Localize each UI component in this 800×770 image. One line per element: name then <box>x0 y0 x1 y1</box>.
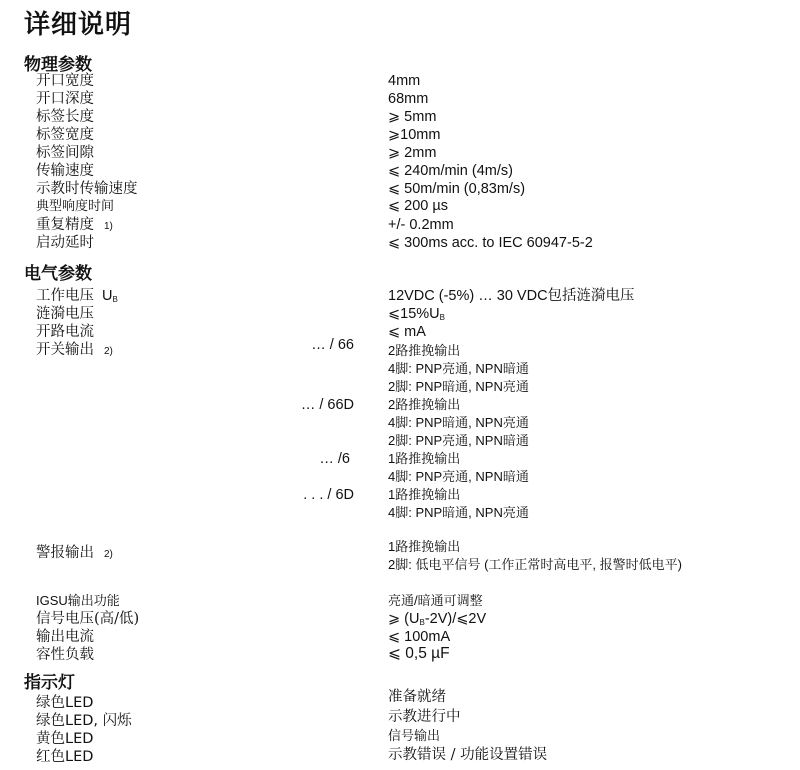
opening-width-value: 4mm <box>388 73 421 89</box>
variant-66d-line-2: 4脚: PNP暗通, NPN亮通 <box>388 415 529 430</box>
indicator-green-blink-value: 示教进行中 <box>388 709 461 725</box>
voltage-symbol: $U_B$ <box>102 288 118 304</box>
transport-speed-value: ⩽ 240m/min (4m/s) <box>388 163 513 179</box>
label-gap-value: ⩾ 2mm <box>388 145 437 161</box>
opening-width-label: 开口宽度 <box>36 73 94 89</box>
variant-66-line-3: 2脚: PNP暗通, NPN亮通 <box>388 379 529 394</box>
variant-66-line-1: 2路推挽输出 <box>388 343 461 358</box>
indicator-yellow-value: 信号输出 <box>388 729 441 744</box>
footnote-marker: 2) <box>104 346 113 357</box>
operating-voltage-label: 工作电压 <box>36 288 94 304</box>
indicator-green-blink-label: 绿色LED, 闪烁 <box>36 713 132 729</box>
label-width-value: ⩾10mm <box>388 127 441 143</box>
transport-speed-label: 传输速度 <box>36 163 94 179</box>
no-load-current-label: 开路电流 <box>36 324 94 340</box>
footnote-marker: 2) <box>104 549 113 560</box>
variant-6d-line-2: 4脚: PNP暗通, NPN亮通 <box>388 505 529 520</box>
section-physical-heading: 物理参数 <box>24 55 92 75</box>
operating-voltage-value: 12VDC (-5%) … 30 VDC包括涟漪电压 <box>388 288 635 304</box>
opening-depth-value: 68mm <box>388 91 429 107</box>
footnote-marker: 1) <box>104 221 113 232</box>
indicator-yellow-label: 黄色LED <box>36 731 94 747</box>
capacitive-load-label: 容性负载 <box>36 647 94 663</box>
variant-66d-line-1: 2路推挽输出 <box>388 397 461 412</box>
repeat-accuracy-value: +/- 0.2mm <box>388 217 454 233</box>
ripple-voltage-label: 涟漪电压 <box>36 306 94 322</box>
teach-speed-value: ⩽ 50m/min (0,83m/s) <box>388 181 526 197</box>
alarm-output-line-1: 1路推挽输出 <box>388 539 461 554</box>
response-time-label: 典型响度时间 <box>36 199 115 214</box>
variant-6-label: … /6 <box>319 451 350 467</box>
output-current-label: 输出电流 <box>36 629 94 645</box>
section-electrical-heading: 电气参数 <box>24 264 92 284</box>
no-load-current-value: ⩽ mA <box>388 324 426 340</box>
indicator-red-label: 红色LED <box>36 749 94 765</box>
variant-66-label: … / 66 <box>311 337 354 353</box>
alarm-output-line-2: 2脚: 低电平信号 (工作正常时高电平, 报警时低电平) <box>388 557 682 572</box>
variant-66d-line-3: 2脚: PNP亮通, NPN暗通 <box>388 433 529 448</box>
switching-output-row <box>36 341 113 361</box>
capacitive-load-value: ⩽ 0,5 µF <box>388 645 450 662</box>
indicator-green-value: 准备就绪 <box>388 689 446 705</box>
igsu-function-value: 亮通/暗通可调整 <box>388 593 483 608</box>
label-length-label: 标签长度 <box>36 109 94 125</box>
output-current-value: ⩽ 100mA <box>388 629 451 645</box>
startup-delay-label: 启动延时 <box>36 235 94 251</box>
igsu-function-label: IGSU输出功能 <box>36 593 120 608</box>
page-title: 详细说明 <box>24 10 133 40</box>
label-width-label: 标签宽度 <box>36 127 94 143</box>
label-gap-label: 标签间隙 <box>36 145 94 161</box>
variant-66-line-2: 4脚: PNP亮通, NPN暗通 <box>388 361 529 376</box>
startup-delay-value: ⩽ 300ms acc. to IEC 60947-5-2 <box>388 235 593 251</box>
switching-output-label: 开关输出 <box>36 342 94 358</box>
signal-voltage-value: ⩾ $(U_B-2V)/⩽2V$ <box>388 611 487 627</box>
indicator-green-label: 绿色LED <box>36 695 94 711</box>
alarm-output-label: 警报输出 <box>36 545 94 561</box>
ripple-voltage-value: $⩽15\%U_B$ <box>388 306 445 322</box>
alarm-output-row <box>36 544 113 564</box>
label-length-value: ⩾ 5mm <box>388 109 437 125</box>
variant-6-line-1: 1路推挽输出 <box>388 451 461 466</box>
section-indicator-heading: 指示灯 <box>24 673 75 693</box>
repeat-accuracy-label: 重复精度 <box>36 217 94 233</box>
signal-voltage-label: 信号电压(高/低) <box>36 611 140 627</box>
variant-6d-line-1: 1路推挽输出 <box>388 487 461 502</box>
repeat-accuracy-row <box>36 216 113 236</box>
response-time-value: ⩽ 200 µs <box>388 198 449 214</box>
variant-6d-label: . . . / 6D <box>303 487 354 503</box>
teach-speed-label: 示教时传输速度 <box>36 181 138 197</box>
variant-6-line-2: 4脚: PNP亮通, NPN暗通 <box>388 469 529 484</box>
indicator-red-value: 示教错误 / 功能设置错误 <box>388 747 548 763</box>
variant-66d-label: … / 66D <box>300 397 354 413</box>
opening-depth-label: 开口深度 <box>36 91 94 107</box>
